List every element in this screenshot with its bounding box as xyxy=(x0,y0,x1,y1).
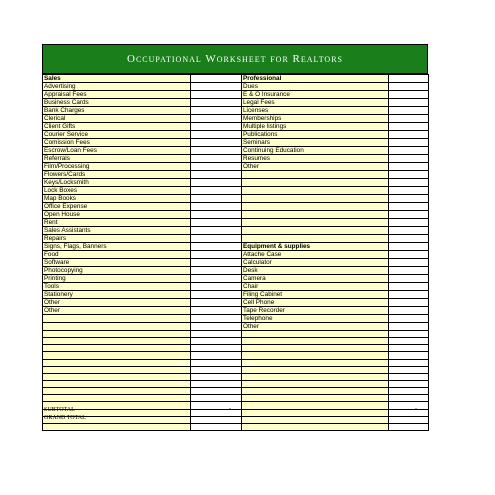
right-label-cell: Equipment & supplies xyxy=(242,243,389,251)
table-row xyxy=(43,323,429,331)
right-label-cell xyxy=(242,388,389,395)
right-amount-cell[interactable] xyxy=(389,352,429,359)
left-label-cell: Business Cards xyxy=(43,99,191,107)
table-row xyxy=(43,299,429,307)
left-label-cell: Photocopying xyxy=(43,267,191,275)
left-label-cell: Flowers/Cards xyxy=(43,171,191,179)
right-amount-cell[interactable] xyxy=(389,307,429,315)
right-label-cell: Resumes xyxy=(242,155,389,163)
right-label-cell xyxy=(242,187,389,195)
right-label-cell xyxy=(242,373,389,380)
left-amount-cell[interactable] xyxy=(191,267,242,275)
right-label-cell: Dues xyxy=(242,83,389,91)
right-amount-cell[interactable] xyxy=(389,338,429,345)
left-amount-cell[interactable] xyxy=(191,315,242,323)
left-label-cell: Map Books xyxy=(43,195,191,203)
worksheet-title: Occupational Worksheet for Realtors xyxy=(127,53,343,65)
table-row xyxy=(43,307,429,315)
left-label-cell: Sales Assistants xyxy=(43,227,191,235)
right-amount-cell[interactable] xyxy=(389,243,429,251)
left-label-cell: Sales xyxy=(43,75,191,83)
left-amount-cell[interactable] xyxy=(191,155,242,163)
table-row xyxy=(43,203,429,211)
right-amount-cell[interactable] xyxy=(389,195,429,203)
right-label-cell: Attache Case xyxy=(242,251,389,259)
grand-total-label: GRAND TOTAL xyxy=(44,415,86,421)
left-amount-cell[interactable] xyxy=(191,291,242,299)
right-amount-cell[interactable] xyxy=(389,416,429,423)
right-label-cell: Calculator xyxy=(242,259,389,267)
right-amount-cell[interactable] xyxy=(389,423,429,430)
right-amount-cell[interactable] xyxy=(389,380,429,387)
right-amount-cell[interactable] xyxy=(389,323,429,331)
left-label-cell: Keys/Locksmith xyxy=(43,179,191,187)
left-amount-cell[interactable] xyxy=(191,91,242,99)
table-row xyxy=(43,219,429,227)
right-label-cell: Other xyxy=(242,163,389,171)
table-row xyxy=(43,380,429,387)
right-amount-cell[interactable] xyxy=(389,345,429,352)
right-label-cell xyxy=(242,235,389,243)
left-label-cell: Bank Charges xyxy=(43,107,191,115)
left-amount-cell[interactable] xyxy=(191,243,242,251)
left-label-cell: Advertising xyxy=(43,83,191,91)
table-row xyxy=(43,315,429,323)
right-label-cell xyxy=(242,352,389,359)
left-label-cell xyxy=(43,338,191,345)
left-amount-cell[interactable] xyxy=(191,423,242,430)
left-amount-cell[interactable] xyxy=(191,115,242,123)
left-label-cell: Food xyxy=(43,251,191,259)
left-amount-cell[interactable] xyxy=(191,416,242,423)
table-row xyxy=(43,179,429,187)
left-amount-cell[interactable] xyxy=(191,338,242,345)
right-amount-cell[interactable] xyxy=(389,402,429,409)
right-label-cell xyxy=(242,195,389,203)
left-amount-cell[interactable] xyxy=(191,235,242,243)
right-label-cell xyxy=(242,331,389,338)
table-row xyxy=(43,283,429,291)
subtotal-label: SUBTOTAL xyxy=(44,407,75,413)
left-label-cell: Appraisal Fees xyxy=(43,91,191,99)
left-label-cell xyxy=(43,388,191,395)
right-amount-cell[interactable] xyxy=(389,203,429,211)
right-label-cell: Other xyxy=(242,323,389,331)
left-amount-cell[interactable] xyxy=(191,131,242,139)
table-row xyxy=(43,235,429,243)
table-row xyxy=(43,409,429,416)
right-label-cell: Cell Phone xyxy=(242,299,389,307)
table-row xyxy=(43,395,429,402)
left-amount-cell[interactable] xyxy=(191,366,242,373)
left-amount-cell[interactable] xyxy=(191,203,242,211)
right-amount-cell[interactable] xyxy=(389,315,429,323)
right-label-cell: Publications xyxy=(242,131,389,139)
right-label-cell: E & O Insurance xyxy=(242,91,389,99)
left-amount-cell[interactable] xyxy=(191,323,242,331)
left-label-cell: Stationery xyxy=(43,291,191,299)
left-amount-cell[interactable] xyxy=(191,307,242,315)
right-label-cell: Desk xyxy=(242,267,389,275)
table-row xyxy=(43,187,429,195)
left-amount-cell[interactable] xyxy=(191,402,242,409)
left-amount-cell[interactable] xyxy=(191,359,242,366)
left-amount-cell[interactable] xyxy=(191,380,242,387)
table-row xyxy=(43,359,429,366)
left-label-cell: Comission Fees xyxy=(43,139,191,147)
left-label-cell: Software xyxy=(43,259,191,267)
left-label-cell xyxy=(43,345,191,352)
right-amount-cell[interactable] xyxy=(389,259,429,267)
table-row xyxy=(43,195,429,203)
left-label-cell xyxy=(43,359,191,366)
right-label-cell xyxy=(242,211,389,219)
table-row xyxy=(43,155,429,163)
left-amount-cell[interactable] xyxy=(191,99,242,107)
left-label-cell: Printing xyxy=(43,275,191,283)
right-amount-cell[interactable] xyxy=(389,409,429,416)
table-row xyxy=(43,131,429,139)
right-amount-cell[interactable] xyxy=(389,139,429,147)
left-label-cell: Rent xyxy=(43,219,191,227)
right-amount-cell[interactable] xyxy=(389,107,429,115)
right-label-cell xyxy=(242,345,389,352)
table-row xyxy=(43,259,429,267)
left-amount-cell[interactable] xyxy=(191,179,242,187)
table-row xyxy=(43,243,429,251)
right-label-cell: Multiple listings xyxy=(242,123,389,131)
table-row xyxy=(43,147,429,155)
left-label-cell: Referrals xyxy=(43,155,191,163)
worksheet xyxy=(42,44,428,431)
right-amount-cell[interactable] xyxy=(389,267,429,275)
left-amount-cell[interactable] xyxy=(191,331,242,338)
table-row xyxy=(43,291,429,299)
left-amount-cell[interactable] xyxy=(191,251,242,259)
left-amount-cell[interactable] xyxy=(191,275,242,283)
table-row xyxy=(43,123,429,131)
left-label-cell: Escrow/Loan Fees xyxy=(43,147,191,155)
right-amount-cell[interactable] xyxy=(389,275,429,283)
right-amount-cell[interactable] xyxy=(389,366,429,373)
left-label-cell: Tools xyxy=(43,283,191,291)
right-amount-cell[interactable] xyxy=(389,219,429,227)
left-amount-cell[interactable] xyxy=(191,299,242,307)
left-amount-cell[interactable] xyxy=(191,259,242,267)
right-label-cell: Telephone xyxy=(242,315,389,323)
table-row xyxy=(43,402,429,409)
right-label-cell: Filing Cabinet xyxy=(242,291,389,299)
right-label-cell xyxy=(242,380,389,387)
table-row xyxy=(43,331,429,338)
grand-total-value: - xyxy=(415,414,417,420)
left-label-cell: Lock Boxes xyxy=(43,187,191,195)
table-row xyxy=(43,139,429,147)
table-row xyxy=(43,83,429,91)
left-amount-cell[interactable] xyxy=(191,123,242,131)
table-row xyxy=(43,115,429,123)
left-amount-cell[interactable] xyxy=(191,409,242,416)
left-label-cell: Other xyxy=(43,299,191,307)
table-row xyxy=(43,211,429,219)
left-amount-cell[interactable] xyxy=(191,107,242,115)
right-label-cell: Camera xyxy=(242,275,389,283)
left-label-cell: Other xyxy=(43,307,191,315)
right-amount-cell[interactable] xyxy=(389,211,429,219)
right-label-cell xyxy=(242,423,389,430)
right-amount-cell[interactable] xyxy=(389,91,429,99)
left-label-cell xyxy=(43,373,191,380)
table-row xyxy=(43,388,429,395)
right-amount-cell[interactable] xyxy=(389,99,429,107)
right-amount-cell[interactable] xyxy=(389,123,429,131)
left-amount-cell[interactable] xyxy=(191,388,242,395)
expense-table xyxy=(42,74,429,431)
table-row xyxy=(43,267,429,275)
right-label-cell xyxy=(242,366,389,373)
right-label-cell xyxy=(242,227,389,235)
table-row xyxy=(43,227,429,235)
left-amount-cell[interactable] xyxy=(191,83,242,91)
table-row xyxy=(43,107,429,115)
right-label-cell: Legal Fees xyxy=(242,99,389,107)
right-label-cell: Chair xyxy=(242,283,389,291)
left-amount-cell[interactable] xyxy=(191,147,242,155)
left-label-cell: Courier Service xyxy=(43,131,191,139)
left-label-cell: Film/Processing xyxy=(43,163,191,171)
table-row xyxy=(43,163,429,171)
table-row xyxy=(43,251,429,259)
left-label-cell xyxy=(43,395,191,402)
left-label-cell: Open House xyxy=(43,211,191,219)
right-amount-cell[interactable] xyxy=(389,115,429,123)
left-label-cell: Clerical xyxy=(43,115,191,123)
right-label-cell: Seminars xyxy=(242,139,389,147)
right-label-cell: Tape Recorder xyxy=(242,307,389,315)
right-amount-cell[interactable] xyxy=(389,163,429,171)
left-amount-cell[interactable] xyxy=(191,395,242,402)
table-row xyxy=(43,366,429,373)
subtotal-right-value: - xyxy=(415,406,417,412)
left-amount-cell[interactable] xyxy=(191,227,242,235)
right-amount-cell[interactable] xyxy=(389,83,429,91)
right-label-cell: Memberships xyxy=(242,115,389,123)
title-bar xyxy=(42,44,428,74)
right-amount-cell[interactable] xyxy=(389,131,429,139)
left-label-cell: Office Expense xyxy=(43,203,191,211)
right-label-cell: Continuing Education xyxy=(242,147,389,155)
right-label-cell xyxy=(242,409,389,416)
table-row xyxy=(43,345,429,352)
left-amount-cell[interactable] xyxy=(191,195,242,203)
right-amount-cell[interactable] xyxy=(389,147,429,155)
right-label-cell: Licenses xyxy=(242,107,389,115)
right-amount-cell[interactable] xyxy=(389,251,429,259)
table-row xyxy=(43,75,429,83)
left-amount-cell[interactable] xyxy=(191,75,242,83)
subtotal-left-value: - xyxy=(229,406,231,412)
right-label-cell: Professional xyxy=(242,75,389,83)
left-label-cell xyxy=(43,323,191,331)
right-amount-cell[interactable] xyxy=(389,291,429,299)
left-label-cell xyxy=(43,352,191,359)
table-row xyxy=(43,423,429,430)
right-amount-cell[interactable] xyxy=(389,171,429,179)
left-amount-cell[interactable] xyxy=(191,139,242,147)
table-row xyxy=(43,275,429,283)
left-label-cell xyxy=(43,331,191,338)
right-label-cell xyxy=(242,359,389,366)
right-amount-cell[interactable] xyxy=(389,395,429,402)
right-amount-cell[interactable] xyxy=(389,388,429,395)
left-amount-cell[interactable] xyxy=(191,373,242,380)
right-label-cell xyxy=(242,179,389,187)
right-label-cell xyxy=(242,338,389,345)
right-amount-cell[interactable] xyxy=(389,359,429,366)
right-amount-cell[interactable] xyxy=(389,373,429,380)
left-amount-cell[interactable] xyxy=(191,345,242,352)
right-label-cell xyxy=(242,416,389,423)
right-amount-cell[interactable] xyxy=(389,179,429,187)
left-amount-cell[interactable] xyxy=(191,171,242,179)
right-amount-cell[interactable] xyxy=(389,235,429,243)
right-label-cell xyxy=(242,395,389,402)
right-amount-cell[interactable] xyxy=(389,331,429,338)
right-amount-cell[interactable] xyxy=(389,75,429,83)
right-amount-cell[interactable] xyxy=(389,227,429,235)
right-label-cell xyxy=(242,203,389,211)
table-row xyxy=(43,171,429,179)
table-row xyxy=(43,416,429,423)
left-label-cell: Client Gifts xyxy=(43,123,191,131)
left-label-cell xyxy=(43,366,191,373)
left-label-cell xyxy=(43,423,191,430)
left-amount-cell[interactable] xyxy=(191,187,242,195)
table-row xyxy=(43,91,429,99)
right-label-cell xyxy=(242,402,389,409)
left-amount-cell[interactable] xyxy=(191,219,242,227)
left-amount-cell[interactable] xyxy=(191,283,242,291)
table-row xyxy=(43,99,429,107)
table-row xyxy=(43,352,429,359)
left-label-cell: Repairs xyxy=(43,235,191,243)
right-label-cell xyxy=(242,171,389,179)
right-amount-cell[interactable] xyxy=(389,155,429,163)
left-amount-cell[interactable] xyxy=(191,352,242,359)
left-label-cell xyxy=(43,380,191,387)
right-amount-cell[interactable] xyxy=(389,283,429,291)
table-row xyxy=(43,373,429,380)
right-amount-cell[interactable] xyxy=(389,299,429,307)
left-amount-cell[interactable] xyxy=(191,163,242,171)
right-label-cell xyxy=(242,219,389,227)
table-row xyxy=(43,338,429,345)
left-amount-cell[interactable] xyxy=(191,211,242,219)
right-amount-cell[interactable] xyxy=(389,187,429,195)
left-label-cell: Signs, Flags, Banners xyxy=(43,243,191,251)
left-label-cell xyxy=(43,315,191,323)
